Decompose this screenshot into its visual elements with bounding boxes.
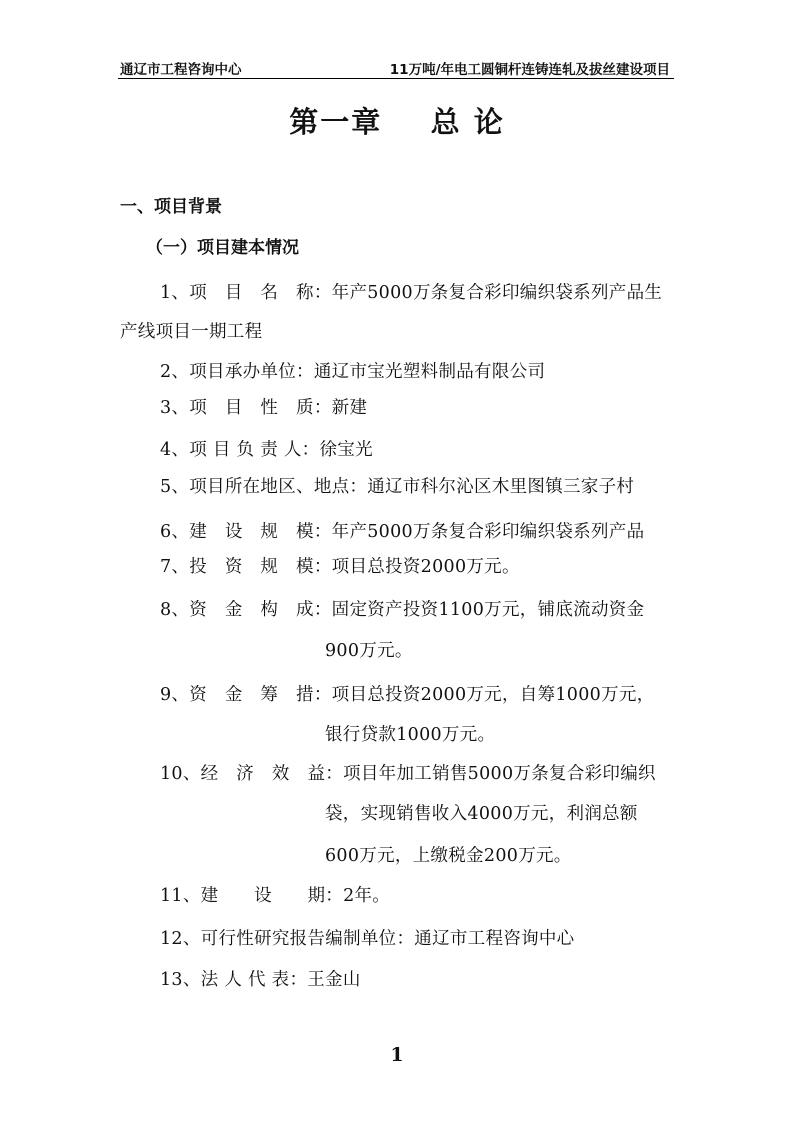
item-11	[160, 882, 390, 907]
item-3-label: 3、项 目 性 质：	[160, 398, 332, 418]
item-7-value: 项目总投资2000万元。	[331, 557, 520, 577]
item-13	[160, 966, 361, 991]
item-8-continuation: 900万元。	[325, 641, 413, 661]
item-6-value: 年产5000万条复合彩印编织袋系列产品	[331, 522, 645, 542]
item-10-continuation-2: 600万元，上缴税金200万元。	[325, 846, 572, 866]
item-3-value: 新建	[331, 398, 368, 418]
item-2	[160, 358, 545, 383]
item-9	[160, 681, 655, 706]
item-5	[160, 473, 634, 498]
item-6	[160, 518, 644, 543]
item-2-label: 2、项目承办单位：	[160, 362, 314, 382]
header-right-project: 11万吨/年电工圆铜杆连铸连轧及拔丝建设项目	[389, 62, 670, 78]
item-1-continuation: 产线项目一期工程	[120, 322, 263, 342]
item-10-value: 项目年加工销售5000万条复合彩印编织	[343, 764, 656, 784]
section-heading: 一、项目背景	[120, 197, 222, 217]
item-11-value: 2年。	[343, 886, 391, 906]
item-10	[160, 760, 656, 785]
item-3	[160, 394, 367, 419]
item-1	[160, 279, 662, 304]
item-4-label: 4、项 目 负 责 人：	[160, 440, 320, 460]
item-7	[160, 553, 520, 578]
item-5-label: 5、项目所在地区、地点：	[160, 477, 368, 497]
item-7-label: 7、投 资 规 模：	[160, 557, 332, 577]
item-8-label: 8、资 金 构 成：	[160, 600, 332, 620]
page-number: 1	[390, 1044, 404, 1066]
item-9-value: 项目总投资2000万元，自筹1000万元，	[331, 685, 655, 705]
item-12-label: 12、可行性研究报告编制单位：	[160, 929, 415, 949]
chapter-title: 第一章 总 论	[289, 105, 505, 139]
item-12-value: 通辽市工程咨询中心	[414, 929, 575, 949]
item-8	[160, 596, 644, 621]
item-11-label: 11、建 设 期：	[160, 886, 344, 906]
item-6-label: 6、建 设 规 模：	[160, 522, 332, 542]
item-1-value: 年产5000万条复合彩印编织袋系列产品生	[331, 283, 663, 303]
item-13-label: 13、法 人 代 表：	[160, 970, 308, 990]
item-4-value: 徐宝光	[319, 440, 373, 460]
item-5-value: 通辽市科尔沁区木里图镇三家子村	[367, 477, 635, 497]
item-1-label: 1、项 目 名 称：	[160, 283, 332, 303]
item-10-continuation-1: 袋，实现销售收入4000万元，利润总额	[325, 804, 638, 824]
item-4	[160, 436, 373, 461]
item-9-label: 9、资 金 筹 措：	[160, 685, 332, 705]
item-13-value: 王金山	[307, 970, 361, 990]
header-left-org: 通辽市工程咨询中心	[120, 62, 242, 78]
header-rule	[118, 78, 674, 79]
subsection-heading: （一）项目建本情况	[146, 238, 299, 258]
item-10-label: 10、经 济 效 益：	[160, 764, 344, 784]
item-2-value: 通辽市宝光塑料制品有限公司	[313, 362, 546, 382]
item-12	[160, 925, 574, 950]
item-9-continuation: 银行贷款1000万元。	[325, 725, 496, 745]
item-8-value: 固定资产投资1100万元，铺底流动资金	[331, 600, 645, 620]
